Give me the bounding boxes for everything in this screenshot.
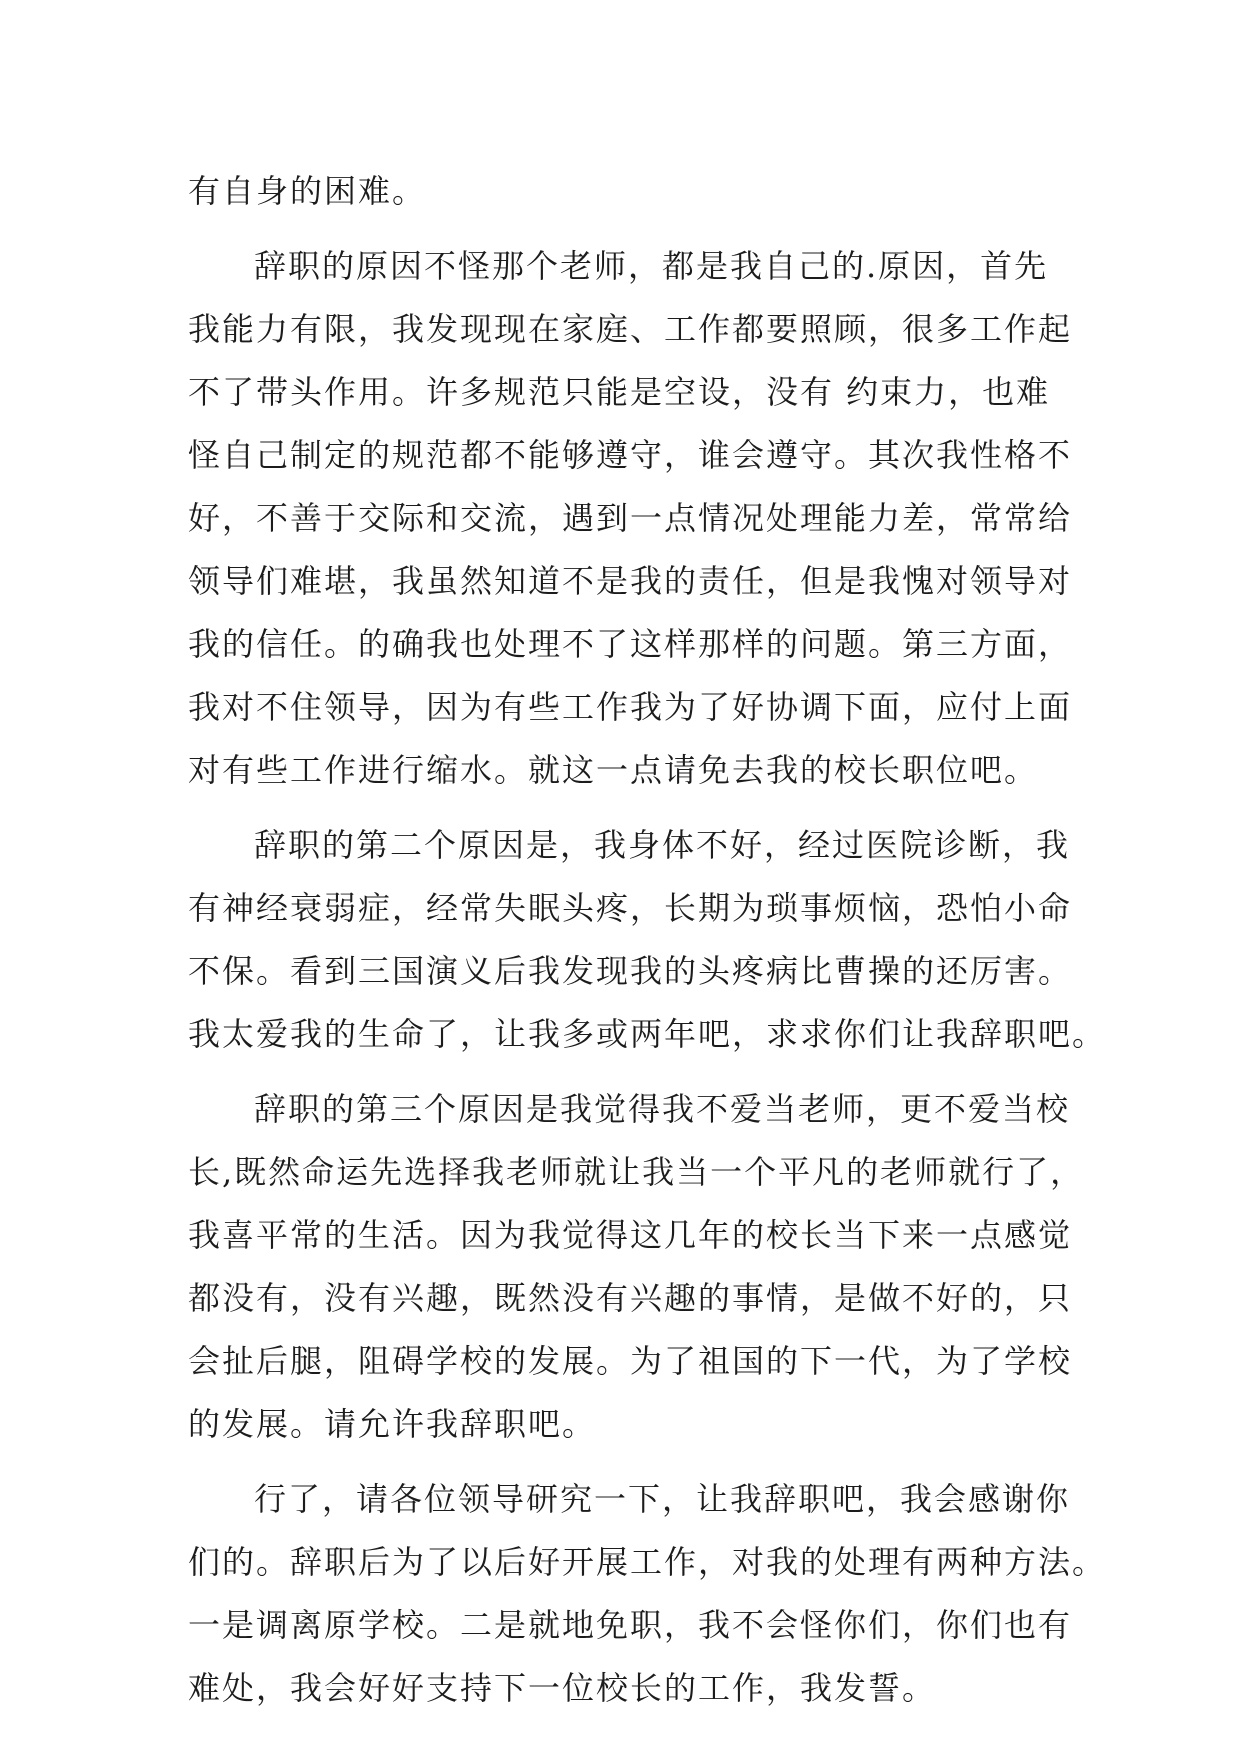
text-line: 好，不善于交际和交流，遇到一点情况处理能力差，常常给 [188,499,1073,537]
text-line: 我能力有限，我发现现在家庭、工作都要照顾，很多工作起 [188,310,1073,348]
paragraph-1 [188,160,1054,223]
text-line: 怪自己制定的规范都不能够遵守，谁会遵守。其次我性格不 [188,436,1073,474]
text-line: 不保。看到三国演义后我发现我的头疼病比曹操的还厉害。 [188,952,1073,990]
text-line: 一是调离原学校。二是就地免职，我不会怪你们，你们也有 [188,1606,1073,1644]
text-line: 们的。辞职后为了以后好开展工作，对我的处理有两种方法。 [188,1543,1107,1581]
text-line: 辞职的第二个原因是，我身体不好，经过医院诊断，我 [254,826,1071,864]
text-line: 我太爱我的生命了，让我多或两年吧，求求你们让我辞职吧。 [188,1015,1107,1053]
text-line: 对有些工作进行缩水。就这一点请免去我的校长职位吧。 [188,751,1039,789]
text-line: 长,既然命运先选择我老师就让我当一个平凡的老师就行了， [188,1153,1085,1191]
document-body [188,160,1107,1720]
text-line: 领导们难堪，我虽然知道不是我的责任，但是我愧对领导对 [188,562,1073,600]
text-line: 我对不住领导，因为有些工作我为了好协调下面，应付上面 [188,688,1073,726]
text-line: 会扯后腿，阻碍学校的发展。为了祖国的下一代，为了学校 [188,1342,1073,1380]
text-line: 有神经衰弱症，经常失眠头疼，长期为琐事烦恼，恐怕小命 [188,889,1073,927]
text-line: 我的信任。的确我也处理不了这样那样的问题。第三方面， [188,625,1073,663]
text-line: 我喜平常的生活。因为我觉得这几年的校长当下来一点感觉 [188,1216,1073,1254]
text-line: 行了，请各位领导研究一下，让我辞职吧，我会感谢你 [254,1480,1071,1518]
text-line: 难处，我会好好支持下一位校长的工作，我发誓。 [188,1669,937,1707]
paragraph-4 [188,1078,1085,1456]
paragraph-2 [188,235,1073,802]
text-line: 的发展。请允许我辞职吧。 [188,1405,597,1443]
paragraph-5 [188,1468,1107,1720]
text-line: 辞职的原因不怪那个老师，都是我自己的.原因，首先 [254,247,1049,285]
text-line: 辞职的第三个原因是我觉得我不爱当老师，更不爱当校 [254,1090,1071,1128]
text-line: 都没有，没有兴趣，既然没有兴趣的事情，是做不好的，只 [188,1279,1073,1317]
paragraph-3 [188,814,1107,1066]
text-line: 不了带头作用。许多规范只能是空设，没有 约束力，也难 [188,373,1051,411]
text-line: 有自身的困难。 [188,172,427,210]
